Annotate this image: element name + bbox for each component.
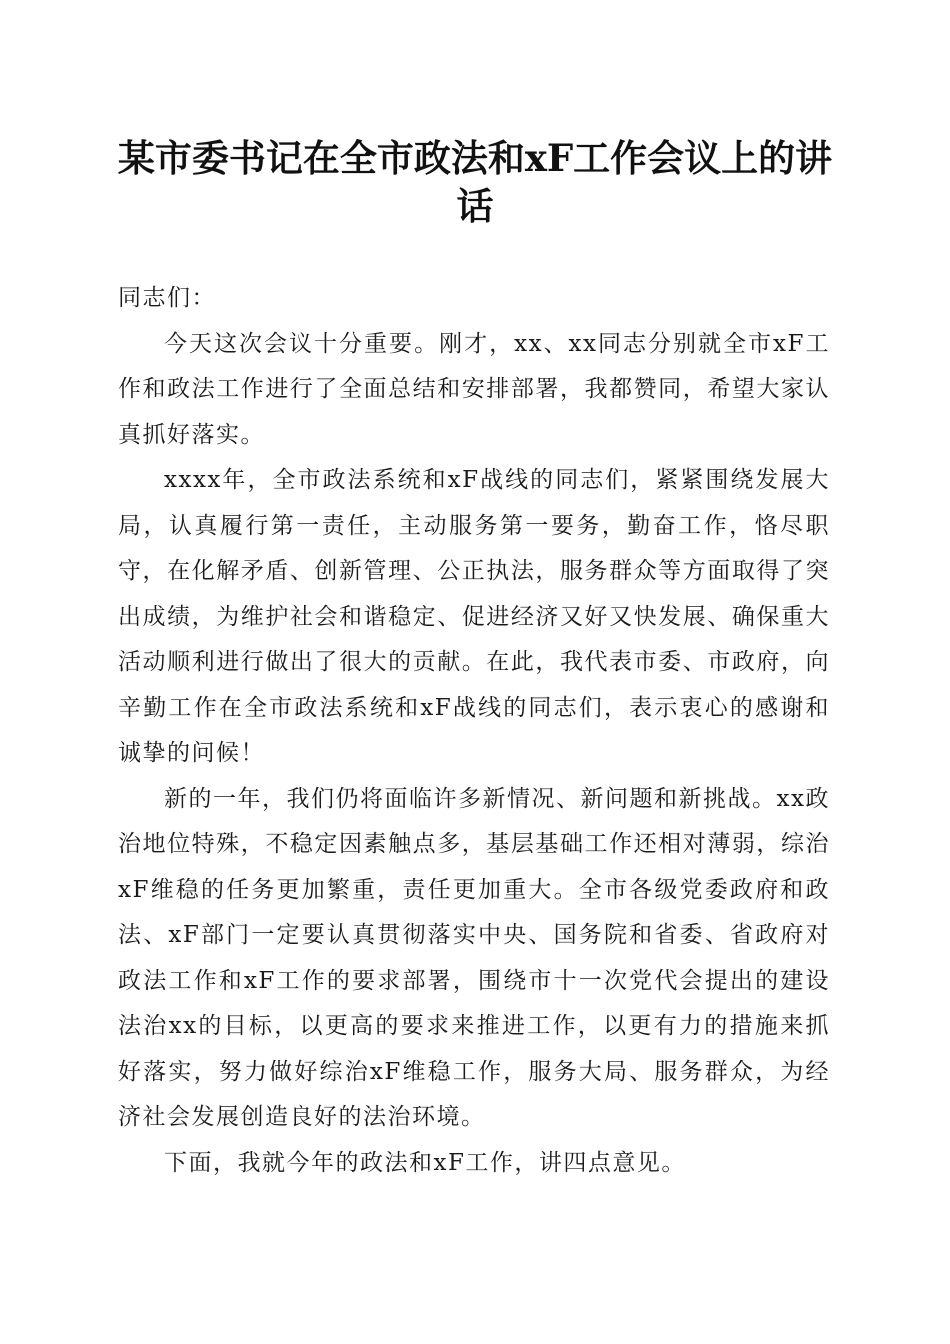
document-title: 某市委书记在全市政法和xF工作会议上的讲话 bbox=[117, 136, 833, 228]
paragraph-outline: 下面，我就今年的政法和xF工作，讲四点意见。 bbox=[164, 1149, 686, 1176]
paragraph-achievements: xxxx年，全市政法系统和xF战线的同志们，紧紧围绕发展大局，认真履行第一责任，主动服务第一要务，勤奋工作，恪尽职守，在化解矛盾、创新管理、公正执法，服务群众等方面取得了突出成绩，为维护社会和谐稳定、促进经济又好又快发展、确保重大活动顺利进行做出了很大的贡献。在此，我代表市委、市政府，向辛勤工作在全市政法系统和xF战线的同志们，表示衷心的感谢和诚挚的问候！ bbox=[118, 467, 830, 766]
paragraph-opening: 今天这次会议十分重要。刚才，xx、xx同志分别就全市xF工作和政法工作进行了全面总结和安排部署，我都赞同，希望大家认真抓好落实。 bbox=[118, 330, 830, 448]
paragraph-challenges: 新的一年，我们仍将面临许多新情况、新问题和新挑战。xx政治地位特殊，不稳定因素触点多，基层基础工作还相对薄弱，综治xF维稳的任务更加繁重，责任更加重大。全市各级党委政府和政法、xF部门一定要认真贯彻落实中央、国务院和省委、省政府对政法工作和xF工作的要求部署，围绕市十一次党代会提出的建设法治xx的目标，以更高的要求来推进工作，以更有力的措施来抓好落实，努力做好综治xF维稳工作，服务大局、服务群众，为经济社会发展创造良好的法治环境。 bbox=[118, 785, 830, 1130]
document-body bbox=[118, 276, 830, 1186]
salutation: 同志们： bbox=[118, 285, 216, 311]
